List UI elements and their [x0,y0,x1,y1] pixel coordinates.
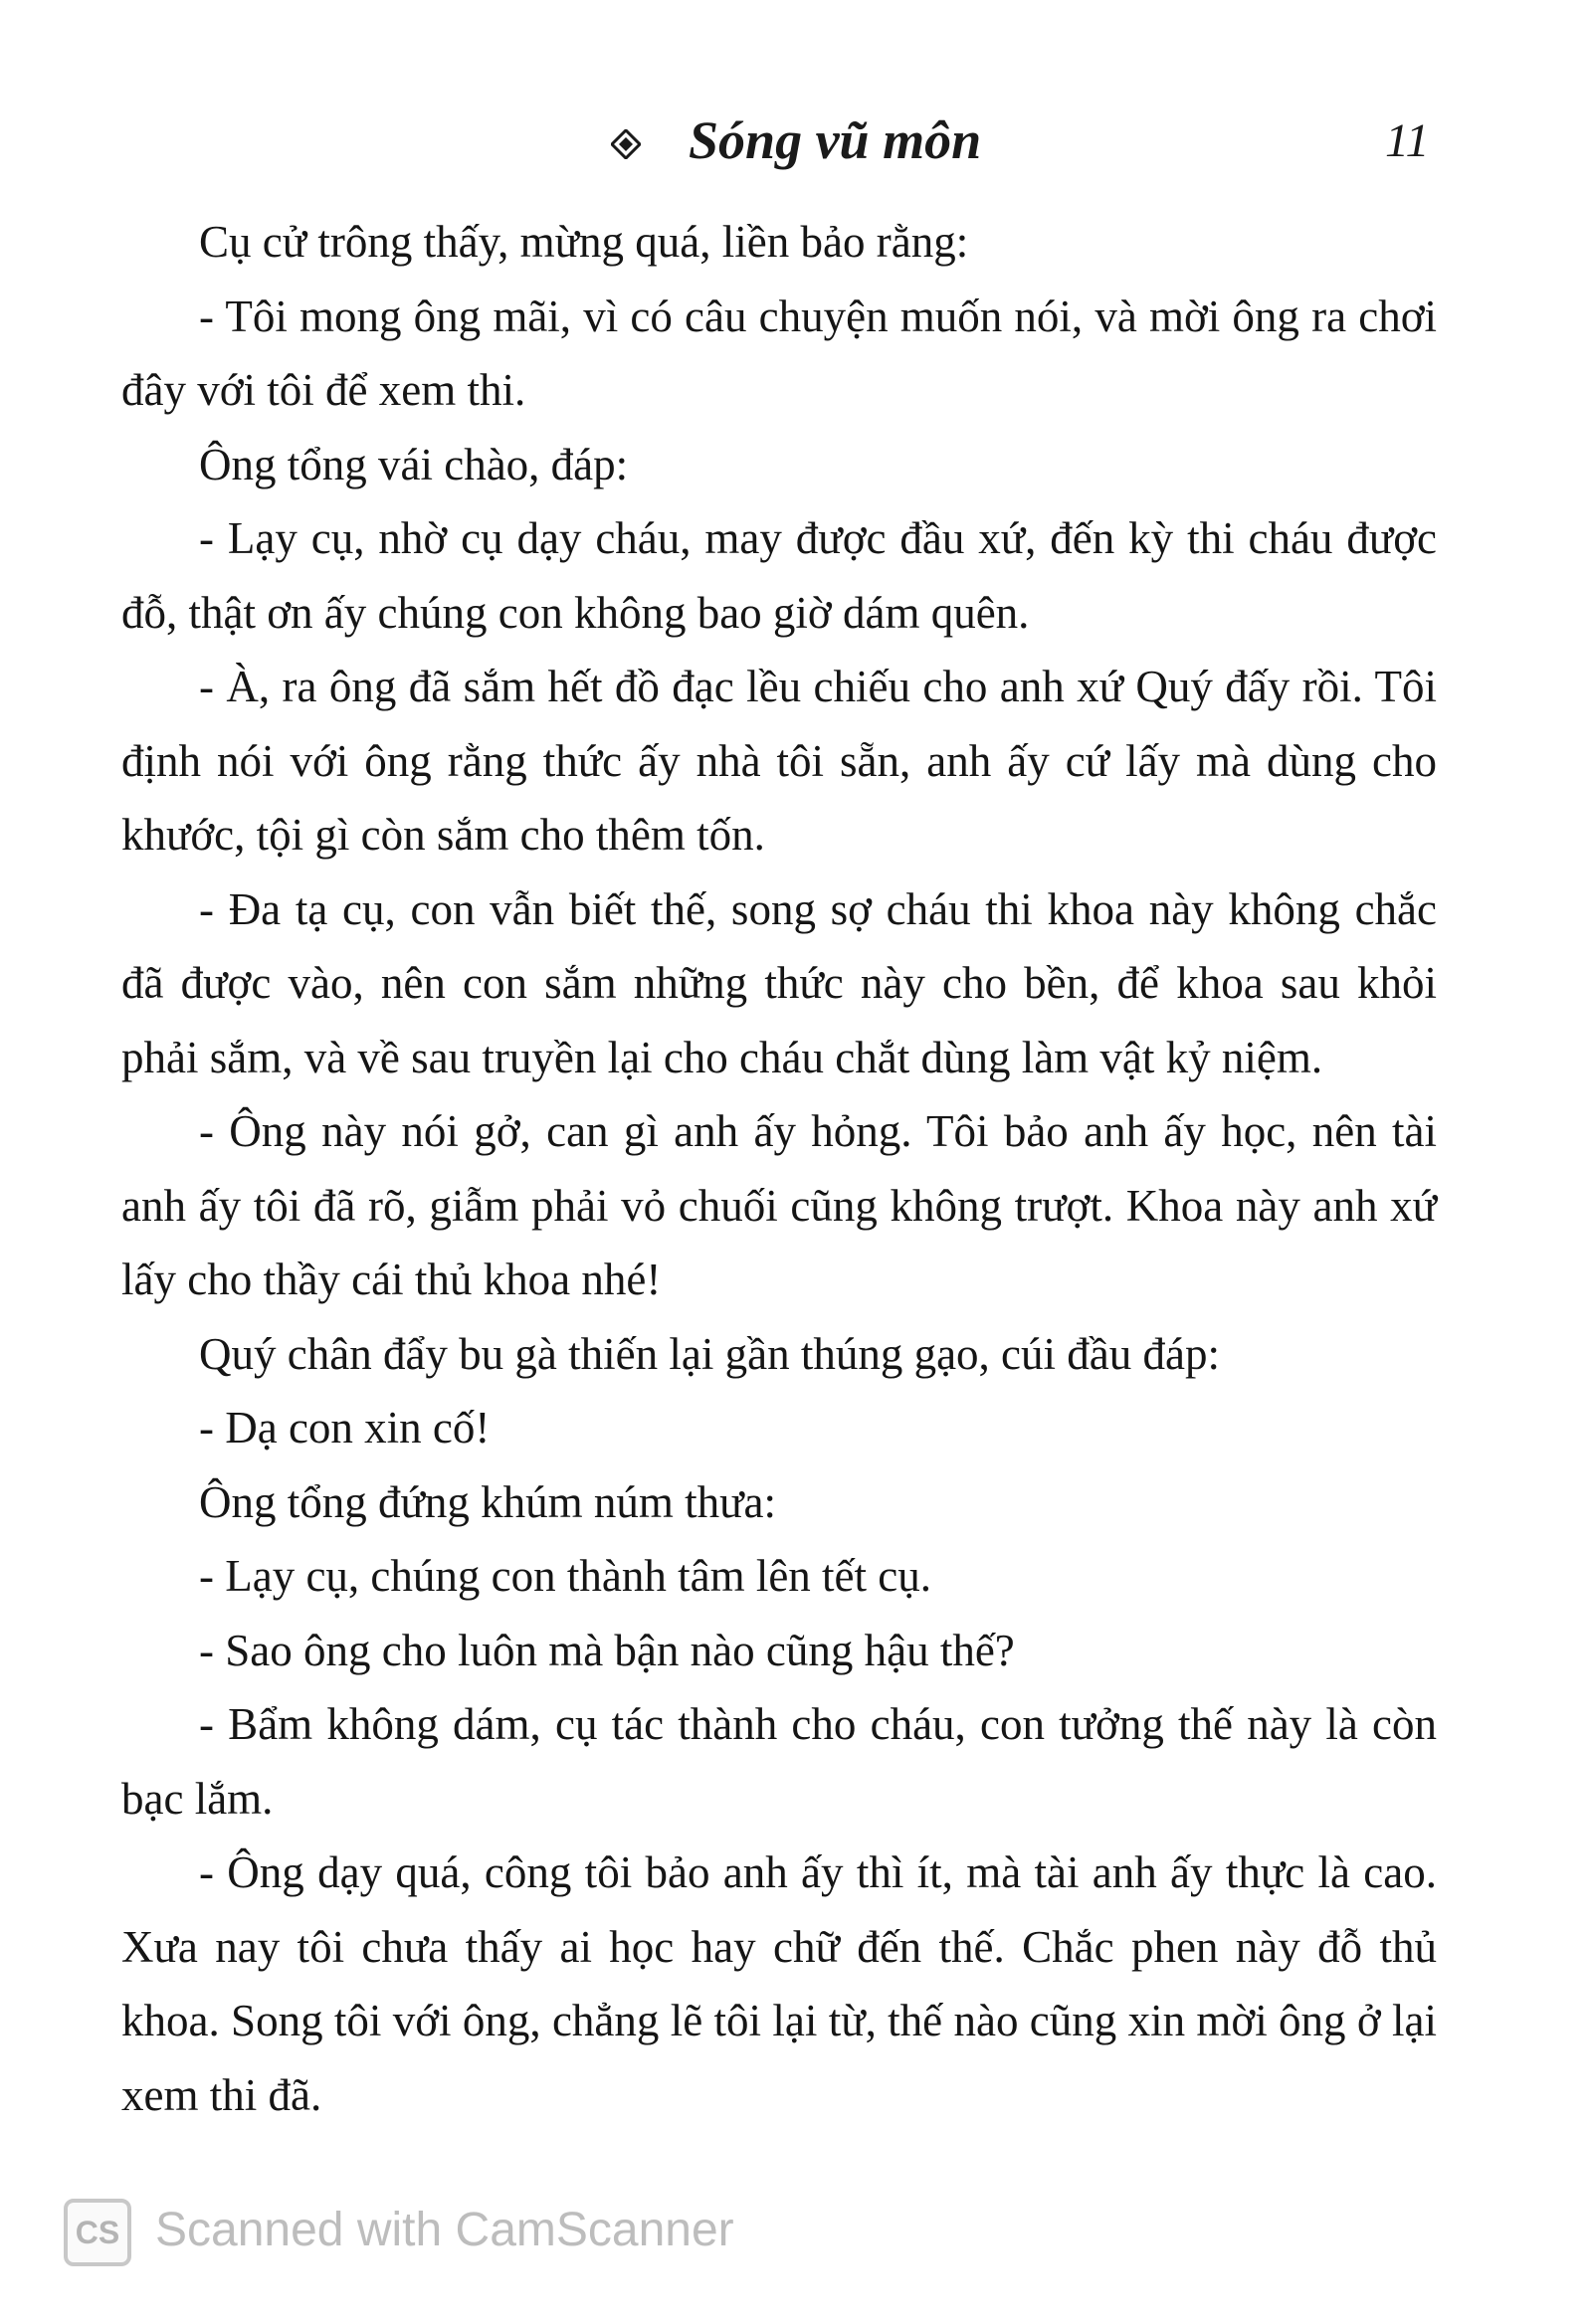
paragraph: Cụ cử trông thấy, mừng quá, liền bảo rằng: [199,217,969,267]
watermark-text: Scanned with CamScanner [155,2204,734,2256]
paragraph: Quý chân đẩy bu gà thiến lại gần thúng gạo, cúi đầu đáp: [199,1328,1220,1379]
paragraph: - Tôi mong ông mãi, vì có câu chuyện muốn nói, và mời ông ra chơi đây với tôi để xem thi. [121,290,1437,415]
diamond-ornament-icon [611,129,641,159]
paragraph: - Đa tạ cụ, con vẫn biết thế, song sợ cháu thi khoa này không chắc đã được vào, nên con sắm những thức này cho bền, để khoa sau khỏi phải sắm, và về sau truyền lại cho cháu chắt dùng làm vật kỷ niệm. [121,883,1437,1082]
paragraph: - Lạy cụ, nhờ cụ dạy cháu, may được đầu xứ, đến kỳ thi cháu được đỗ, thật ơn ấy chúng con không bao giờ dám quên. [121,513,1437,638]
page-number: 11 [1385,114,1430,167]
paragraph: - Lạy cụ, chúng con thành tâm lên tết cụ. [199,1551,931,1601]
paragraph: Ông tổng vái chào, đáp: [199,439,629,489]
paragraph: - Dạ con xin cố! [199,1403,491,1452]
paragraph: - Sao ông cho luôn mà bận nào cũng hậu thế? [199,1625,1015,1675]
paragraph: - Ông dạy quá, công tôi bảo anh ấy thì ít, mà tài anh ấy thực là cao. Xưa nay tôi chưa thấy ai học hay chữ đến thế. Chắc phen này đỗ thủ khoa. Song tôi với ông, chẳng lẽ tôi lại từ, thế nào cũng xin mời ông ở lại xem thi đã. [121,1847,1437,2120]
paragraph: - Bẩm không dám, cụ tác thành cho cháu, con tưởng thế này là còn bạc lắm. [121,1699,1437,1824]
running-title: Sóng vũ môn [689,110,982,170]
page-header [0,107,1592,187]
paragraph: - À, ra ông đã sắm hết đồ đạc lều chiếu cho anh xứ Quý đấy rồi. Tôi định nói với ông rằng thức ấy nhà tôi sẵn, anh ấy cứ lấy mà dùng cho khước, tội gì còn sắm cho thêm tốn. [121,662,1437,860]
body-text [121,205,1437,2132]
paragraph: - Ông này nói gở, can gì anh ấy hỏng. Tôi bảo anh ấy học, nên tài anh ấy tôi đã rõ, giẫm phải vỏ chuối cũng không trượt. Khoa này anh xứ lấy cho thầy cái thủ khoa nhé! [121,1106,1437,1304]
paragraph: Ông tổng đứng khúm núm thưa: [199,1476,777,1527]
camscanner-logo-icon: CS [64,2199,131,2266]
